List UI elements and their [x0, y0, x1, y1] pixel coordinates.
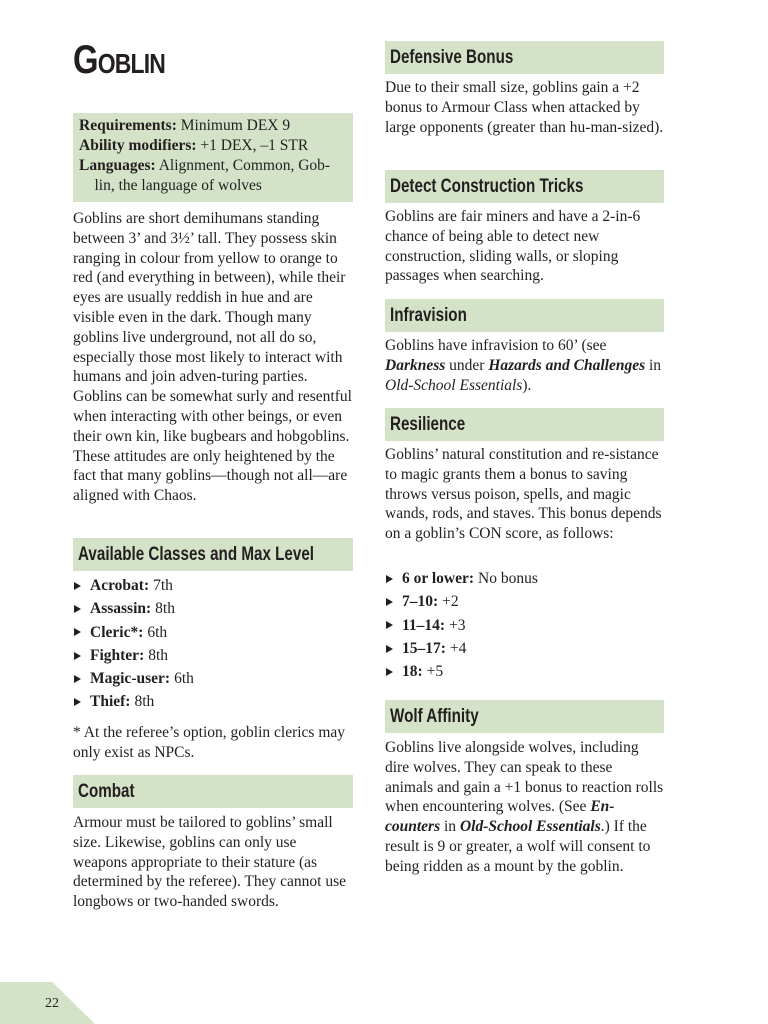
list-item — [73, 621, 194, 644]
infravision-paragraph — [385, 336, 664, 395]
page-number: 22 — [45, 996, 59, 1011]
bullet-triangle-icon — [386, 645, 393, 653]
infravision-ref-darkness: Darkness — [385, 356, 446, 374]
bullet-triangle-icon — [74, 698, 81, 706]
ability-modifiers-label: Ability modifiers: — [79, 137, 197, 154]
infravision-heading — [385, 299, 664, 332]
save-bonus: +2 — [442, 593, 459, 611]
list-item — [385, 637, 538, 660]
bullet-triangle-icon — [74, 628, 81, 636]
save-bonus: +4 — [449, 639, 467, 657]
wolf-ref-encounters: En-counters — [385, 798, 615, 836]
resilience-heading — [385, 408, 664, 441]
detect-heading — [385, 170, 664, 203]
combat-paragraph: Armour must be tailored to goblins’ small size. Likewise, goblins can only use weapons appropriate to their stature (as determined by the referee). They cannot use longbows or two-handed swords. — [73, 814, 346, 911]
con-score: 7–10: — [402, 593, 439, 611]
list-item — [385, 660, 538, 683]
con-score: 15–17: — [402, 639, 446, 657]
classes-heading — [73, 538, 353, 571]
classes-footnote: * At the referee’s option, goblin clerics may only exist as NPCs. — [73, 724, 346, 761]
save-bonus: No bonus — [478, 570, 538, 587]
class-name: Assassin: — [90, 600, 152, 618]
class-name: Magic-user: — [90, 670, 171, 688]
list-item — [73, 690, 194, 713]
intro-paragraph: Goblins are short demihumans standing between 3’ and 3½’ tall. They possess skin ranging in colour from yellow to orange to red (and everything in between), while their eyes are usually reddish in hue and are visible even in the dark. Though many goblins live underground, not all do so, especially those most likely to interact with humans and join adven-turing parties. Goblins can be somewhat surly and resentful when interacting with other beings, or even their own kin, like bugbears and hobgoblins. These attitudes are only heightened by the fact that many goblins—though not all—are aligned with Chaos. — [73, 210, 352, 505]
bullet-triangle-icon — [74, 675, 81, 683]
infravision-text: Goblins have infravision to 60’ (see — [385, 337, 607, 354]
infravision-text: under — [445, 356, 489, 374]
page-title: Goblin — [73, 38, 166, 82]
detect-paragraph: Goblins are fair miners and have a 2-in-6 chance of being able to detect new construction, sliding walls, or sloping passages when searching. — [385, 208, 641, 285]
class-level: 7th — [153, 577, 173, 594]
bullet-triangle-icon — [74, 582, 81, 590]
class-level: 8th — [148, 646, 169, 664]
detect-heading-text: Detect Construction Tricks — [390, 175, 584, 197]
bullet-triangle-icon — [74, 652, 81, 660]
combat-heading — [73, 775, 353, 808]
resilience-list — [385, 567, 538, 683]
list-item — [73, 667, 194, 690]
class-name: Cleric*: — [90, 623, 144, 641]
infravision-heading-text: Infravision — [390, 304, 467, 326]
list-item — [385, 567, 538, 590]
resilience-heading-text: Resilience — [390, 413, 466, 435]
class-name: Fighter: — [90, 646, 145, 664]
bullet-triangle-icon — [386, 575, 393, 583]
bullet-triangle-icon — [386, 621, 393, 629]
ability-modifiers-value: +1 DEX, –1 STR — [200, 137, 309, 154]
list-item — [73, 644, 194, 667]
bullet-triangle-icon — [386, 668, 393, 676]
resilience-paragraph: Goblins’ natural constitution and re-sistance to magic grants them a bonus to saving throws versus poison, spells, and magic wands, rods, and staves. This bonus depends on a goblin’s CON score, as follows: — [385, 446, 662, 543]
bullet-triangle-icon — [386, 598, 393, 606]
bullet-triangle-icon — [74, 605, 81, 613]
save-bonus: +5 — [426, 663, 444, 681]
class-level: 6th — [174, 670, 194, 688]
wolf-affinity-heading-text: Wolf Affinity — [390, 705, 479, 727]
list-item — [73, 597, 194, 620]
classes-heading-text: Available Classes and Max Level — [78, 543, 315, 565]
infravision-ref-hazards: Hazards and Challenges — [488, 356, 646, 374]
con-score: 18: — [402, 663, 423, 681]
class-level: 6th — [147, 623, 168, 641]
requirements-label: Requirements: — [79, 117, 177, 134]
save-bonus: +3 — [449, 616, 466, 634]
list-item — [73, 574, 194, 597]
class-name: Thief: — [90, 693, 131, 711]
requirements-value: Minimum DEX 9 — [180, 117, 291, 134]
con-score: 6 or lower: — [402, 570, 475, 587]
wolf-text: .) If the result is 9 or greater, a wolf will consent to being ridden as a mount by the goblin. — [385, 818, 651, 875]
languages-label: Languages: — [79, 157, 156, 174]
infravision-text: in — [645, 356, 662, 374]
list-item — [385, 590, 538, 613]
infravision-text: ). — [522, 376, 532, 394]
languages-value: Alignment, Common, Gob-lin, the language of wolves — [94, 157, 331, 194]
languages-line — [79, 156, 347, 196]
wolf-text: Goblins live alongside wolves, including dire wolves. They can speak to these animals and gain a +1 bonus to reaction rolls when encountering wolves. (See — [385, 739, 664, 816]
wolf-affinity-paragraph — [385, 738, 664, 877]
combat-heading-text: Combat — [78, 780, 135, 802]
defensive-bonus-heading — [385, 41, 664, 74]
class-level: 8th — [155, 600, 175, 618]
class-name: Acrobat: — [90, 577, 150, 594]
ability-modifiers-line — [79, 136, 347, 156]
requirements-box — [73, 113, 353, 202]
classes-list — [73, 574, 194, 714]
wolf-ref-book: Old-School Essentials — [459, 818, 601, 836]
defensive-bonus-paragraph: Due to their small size, goblins gain a +2 bonus to Armour Class when attacked by large opponents (greater than hu-man-sized). — [385, 79, 664, 136]
requirements-line — [79, 116, 347, 136]
list-item — [385, 614, 538, 637]
wolf-text: in — [440, 818, 460, 836]
infravision-ref-book: Old-School Essentials — [385, 376, 523, 394]
con-score: 11–14: — [402, 616, 446, 634]
wolf-affinity-heading — [385, 700, 664, 733]
defensive-bonus-heading-text: Defensive Bonus — [390, 46, 514, 68]
class-level: 8th — [134, 693, 155, 711]
